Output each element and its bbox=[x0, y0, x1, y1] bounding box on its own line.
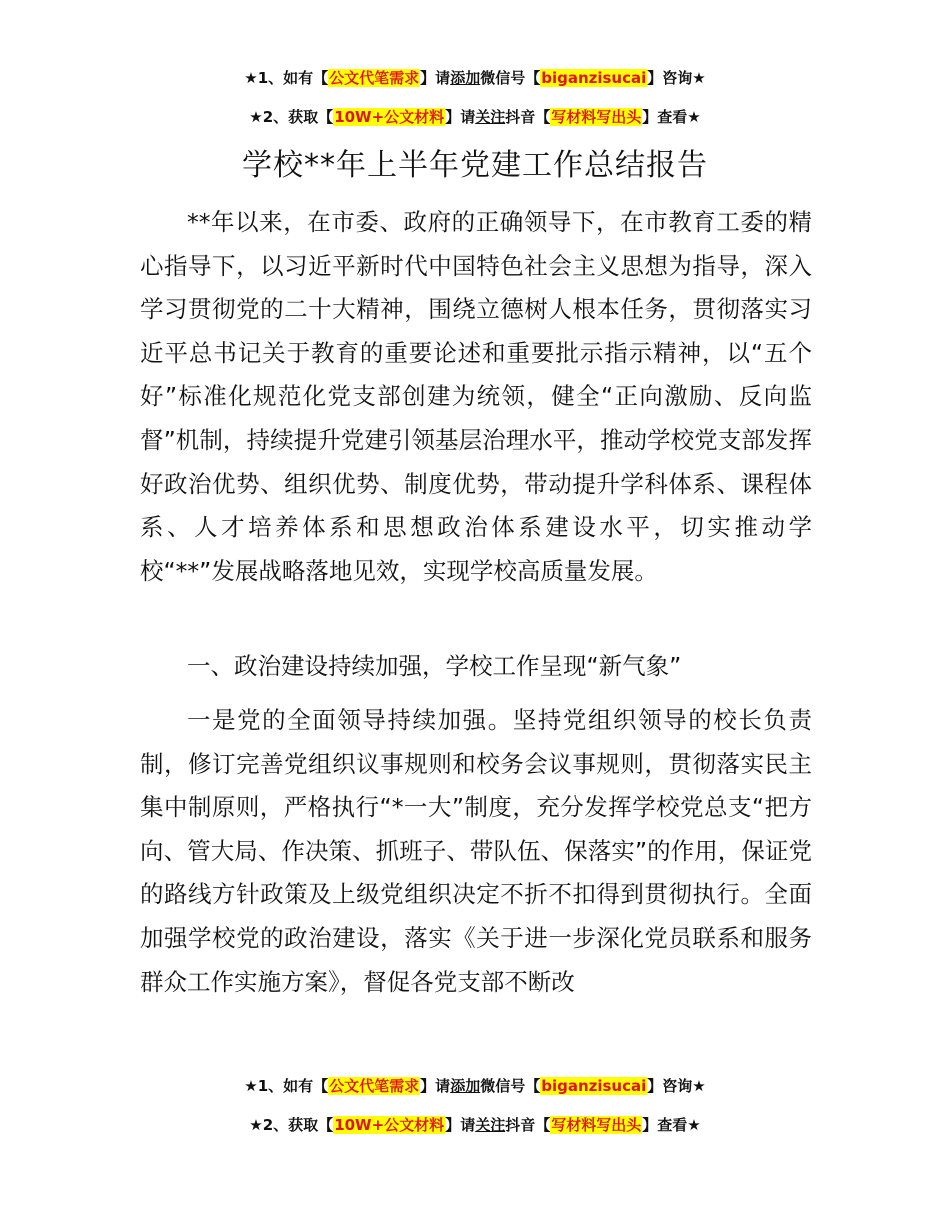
promo-text: 】咨询★ bbox=[647, 69, 706, 87]
promo-text: 】请 bbox=[420, 1077, 451, 1095]
promo-highlight: 10W+公文材料 bbox=[334, 1116, 445, 1134]
promo-text: 】请 bbox=[445, 108, 476, 126]
promo-highlight: 写材料写出头 bbox=[551, 108, 642, 126]
promo-text: ★1、如有【 bbox=[244, 1077, 329, 1095]
promo-highlight: 10W+公文材料 bbox=[334, 108, 445, 126]
promo-text: 微信号【 bbox=[480, 1077, 541, 1095]
promo-text: ★1、如有【 bbox=[244, 69, 329, 87]
promo-text: 】咨询★ bbox=[647, 1077, 706, 1095]
promo-text: 】请 bbox=[445, 1116, 476, 1134]
promo-highlight: 写材料写出头 bbox=[551, 1116, 642, 1134]
promo-highlight: biganzisucai bbox=[541, 69, 647, 87]
header-promo-line-1 bbox=[0, 68, 950, 88]
promo-text: 】请 bbox=[420, 69, 451, 87]
section-1-paragraph: 一是党的全面领导持续加强。坚持党组织领导的校长负责制，修订完善党组织议事规则和校务会议事规则，贯彻落实民主集中制原则，严格执行“*一大”制度，充分发挥学校党总支“把方向、管大局、作决策、抓班子、带队伍、保落实”的作用，保证党的路线方针政策及上级党组织决定不折不扣得到贯彻执行。全面加强学校党的政治建设，落实《关于进一步深化党员联系和服务群众工作实施方案》，督促各党支部不断改 bbox=[140, 706, 812, 996]
promo-highlight: 公文代笔需求 bbox=[329, 1077, 420, 1095]
promo-text: ★2、获取【 bbox=[249, 1116, 334, 1134]
intro-paragraph: **年以来，在市委、政府的正确领导下，在市教育工委的精心指导下，以习近平新时代中国特色社会主义思想为指导，深入学习贯彻党的二十大精神，围绕立德树人根本任务，贯彻落实习近平总书记关于教育的重要论述和重要批示指示精神，以“五个好”标准化规范化党支部创建为统领，健全“正向激励、反向监督”机制，持续提升党建引领基层治理水平，推动学校党支部发挥好政治优势、组织优势、制度优势，带动提升学科体系、课程体系、人才培养体系和思想政治体系建设水平，切实推动学校“**”发展战略落地见效，实现学校高质量发展。 bbox=[140, 208, 812, 585]
promo-text: 微信号【 bbox=[480, 69, 541, 87]
footer-promo-line-1 bbox=[0, 1076, 950, 1096]
document-title: 学校**年上半年党建工作总结报告 bbox=[242, 148, 708, 183]
section-1-heading: 一、政治建设持续加强，学校工作呈现“新气象” bbox=[187, 652, 682, 680]
promo-emphasis: 添加 bbox=[450, 1077, 481, 1095]
promo-highlight: 公文代笔需求 bbox=[329, 69, 420, 87]
promo-text: 】查看★ bbox=[642, 108, 701, 126]
promo-emphasis: 关注 bbox=[475, 108, 506, 126]
promo-emphasis: 添加 bbox=[450, 69, 481, 87]
promo-text: 抖音【 bbox=[505, 108, 551, 126]
promo-text: 抖音【 bbox=[505, 1116, 551, 1134]
header-promo-line-2 bbox=[0, 107, 950, 127]
promo-text: 】查看★ bbox=[642, 1116, 701, 1134]
promo-text: ★2、获取【 bbox=[249, 108, 334, 126]
promo-emphasis: 关注 bbox=[475, 1116, 506, 1134]
footer-promo-line-2 bbox=[0, 1115, 950, 1135]
promo-highlight: biganzisucai bbox=[541, 1077, 647, 1095]
